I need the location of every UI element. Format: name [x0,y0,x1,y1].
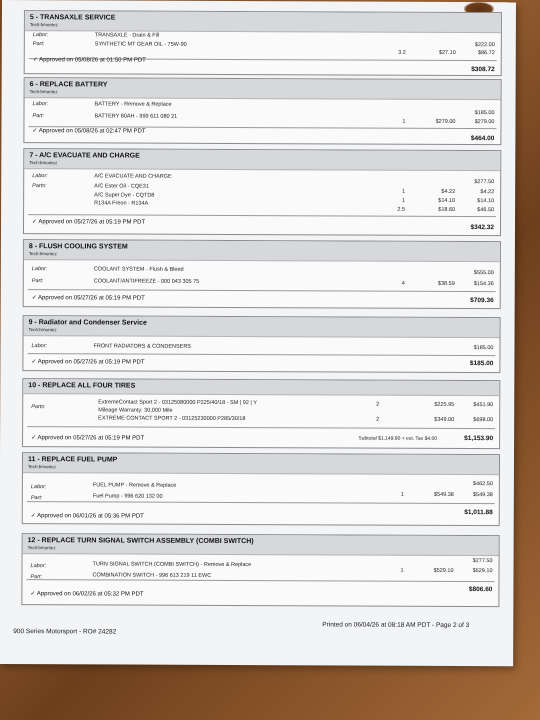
line-label: Labor: [30,563,47,570]
line-qty: 1 [402,188,406,195]
line-price: $225.95 [434,401,455,408]
job-total: $1,011.88 [464,509,493,517]
line-qty: 2 [376,401,380,408]
line-qty: 2 [376,416,380,423]
line-qty: 1 [402,118,406,125]
job-card-12 [21,533,499,607]
line-desc: COMBINATION SWITCH - 996 613 219 11 EWC [92,572,212,579]
line-qty: 2.5 [397,206,406,213]
line-qty: 1 [400,491,404,498]
line-total: $549.38 [472,492,493,499]
job-title: 12 - REPLACE TURN SIGNAL SWITCH ASSEMBLY (COMBI SWITCH) [27,537,254,546]
job-tech: Tech:bmontez [28,251,57,257]
line-total: $46.50 [477,207,495,214]
line-desc: BATTERY - Remove & Replace [94,101,172,108]
job-header [25,11,501,33]
line-label: Labor: [32,101,49,108]
line-total: $451.90 [473,402,494,409]
line-qty: 3.2 [398,49,406,56]
job-tech: Tech:bmontez [27,464,56,470]
line-desc: Mileage Warranty: 30,000 Mile [98,407,173,414]
line-qty: 4 [401,280,405,287]
job-tech: Tech:bmontez [29,160,58,166]
line-desc: A/C EVACUATE AND CHARGE [94,173,172,180]
job-header [24,316,500,338]
job-header [23,453,499,475]
line-desc: FRONT RADIATORS & CONDENSERS [93,343,192,350]
job-title: 6 - REPLACE BATTERY [29,81,108,89]
job-total: $709.36 [470,297,494,305]
line-desc: TURN SIGNAL SWITCH (COMBI SWITCH) - Remove & Replace [92,561,252,569]
line-total: $185.00 [473,345,494,352]
separator [27,501,495,504]
approved-text: ✓ Approved on 05/27/26 at 05:19 PM PDT [31,435,145,442]
line-label: Labor: [31,343,48,350]
job-card-9 [22,315,500,373]
line-desc: SYNTHETIC MT GEAR OIL - 75W-90 [94,41,187,48]
line-label: Part: [31,278,44,285]
line-label: Labor: [30,484,47,491]
approved-text: ✓ Approved on 06/01/26 at 05:36 PM PDT [30,513,144,520]
line-desc: EXTREME CONTACT SPORT 2 - 03125230000 P285/30/18 [98,415,246,423]
line-desc: COOLANT/ANTIFREEZE - 000 043 305 75 [93,278,200,285]
line-total: $222.00 [474,42,495,49]
line-total: $555.00 [473,270,494,277]
line-price: $14.10 [438,197,456,204]
approved-text: ✓ Approved on 05/08/26 at 02:47 PM PDT [32,128,146,135]
line-label: Parts: [31,404,46,411]
separator [28,214,496,217]
job-title: 9 - Radiator and Condenser Service [28,319,147,327]
line-price: $529.10 [433,567,454,574]
line-qty: 1 [400,567,404,574]
job-tech: Tech:bmontez [29,89,58,95]
job-total: $342.32 [470,224,495,232]
approved-text: ✓ Approved on 06/02/26 at 05:32 PM PDT [30,591,144,598]
line-label: Labor: [32,173,48,180]
separator [26,579,494,582]
line-desc: Fuel Pump - 996 620 132 00 [92,493,163,500]
line-qty: 1 [402,197,406,204]
line-desc: A/C Ester Oil - CQE31 [94,183,149,190]
line-total: $14.10 [477,198,495,205]
line-label: Labor: [32,32,49,39]
line-price: $4.22 [441,188,456,195]
line-total: $277.50 [474,179,495,186]
job-header [23,534,499,556]
line-price: $349.00 [434,416,455,423]
job-total: $308.72 [471,66,495,74]
line-desc: TRANSAXLE - Drain & Fill [94,32,160,39]
line-price: $27.10 [438,49,456,56]
line-label: Parts: [32,183,47,190]
line-price: $38.59 [437,280,455,287]
line-desc: BATTERY 80AH - 999 611 080 21 [94,113,178,120]
line-total: $462.50 [472,481,493,488]
line-price: $18.60 [438,206,456,213]
separator [27,353,495,356]
line-price: $549.38 [433,491,454,498]
line-desc: COOLANT SYSTEM - Flush & Bleed [93,266,184,273]
job-total: $464.00 [470,135,495,143]
separator [28,289,496,292]
footer-shop: 900 Series Motorsport - RO# 24282 [13,628,117,636]
job-header [24,149,500,171]
approved-text: ✓ Approved on 05/27/26 at 05:19 PM PDT [32,219,146,226]
job-total: $1,153.90 [464,435,494,443]
approved-text: ✓ Approved on 05/27/26 at 05:19 PM PDT [31,359,145,366]
job-title: 10 - REPLACE ALL FOUR TIRES [28,382,136,390]
job-card-5 [24,10,502,76]
line-total: $86.72 [477,50,495,57]
job-header [25,78,501,100]
job-total: $806.60 [468,586,493,594]
line-total: $154.36 [473,281,494,288]
job-tech: Tech:bmontez [27,545,56,551]
line-label: Part: [30,574,43,581]
separator [27,426,495,429]
job-header [24,240,500,262]
line-label: Part: [32,113,45,120]
line-desc: FUEL PUMP - Remove & Replace [92,482,177,489]
job-title: 7 - A/C EVACUATE AND CHARGE [29,152,140,160]
line-price: $279.00 [435,118,456,125]
approved-text: ✓ Approved on 05/08/26 at 01:50 PM PDT [32,57,146,64]
subtotal-text: Subtotal $1,149.90 + est. Tax $4.00 [358,435,438,442]
job-card-8 [23,239,501,309]
job-card-6 [23,77,501,145]
job-total: $185.00 [469,360,494,368]
line-total: $698.00 [473,417,494,424]
line-label: Part: [30,495,43,502]
job-tech: Tech:bmontez [28,327,57,333]
line-label: Labor: [31,266,48,273]
job-tech: Tech:bmontez [29,22,58,28]
job-card-11 [22,452,500,526]
job-title: 11 - REPLACE FUEL PUMP [27,456,118,464]
line-total: $185.00 [474,110,495,117]
line-desc: A/C Super Dye - CQTD8 [94,192,155,199]
line-label: Part: [32,41,45,48]
approved-text: ✓ Approved on 05/27/26 at 05:19 PM PDT [31,295,145,302]
job-header [23,379,499,396]
line-desc: R134A Freon - R134A [94,200,149,207]
job-title: 8 - FLUSH COOLING SYSTEM [28,243,128,251]
job-card-7 [23,148,501,236]
line-total: $4.22 [480,189,495,196]
line-desc: ExtremeContact Sport 2 - 03125080000 P225/40/18 - SM | 92 | Y [98,399,257,407]
line-total: $279.00 [474,119,495,126]
footer-printed: Printed on 06/04/26 at 08:18 AM PDT - Page 2 of 3 [322,621,470,630]
line-total: $277.50 [472,558,493,565]
job-card-10 [22,378,500,449]
job-title: 5 - TRANSAXLE SERVICE [29,14,116,22]
line-total: $529.10 [472,568,493,575]
